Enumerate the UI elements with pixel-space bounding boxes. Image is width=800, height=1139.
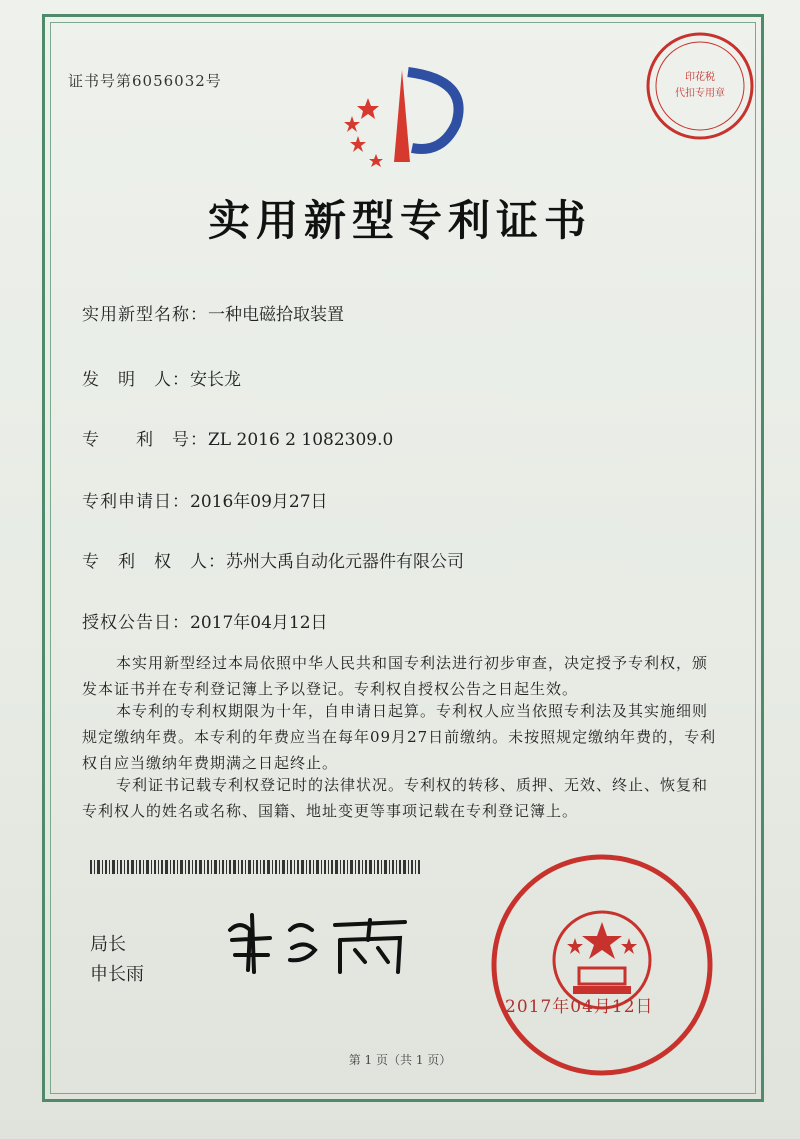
field-value: 2016年09月27日	[190, 492, 328, 512]
certificate-number: 证书号第6056032号	[68, 72, 222, 90]
signatory-title: 局长	[90, 934, 126, 955]
field-value: 一种电磁拾取装置	[208, 305, 344, 325]
field-label: 授权公告日：	[82, 613, 190, 633]
page-number: 第 1 页（共 1 页）	[348, 1053, 452, 1067]
field-patent-number	[82, 425, 393, 450]
field-patentee	[82, 547, 464, 572]
field-value: 安长龙	[190, 370, 241, 390]
certificate-title: 实用新型专利证书	[207, 196, 592, 245]
field-label: 专 利 权 人：	[82, 552, 226, 572]
field-application-date	[82, 487, 328, 512]
field-value: ZL 2016 2 1082309.0	[208, 430, 394, 450]
svg-text:代扣专用章: 代扣专用章	[675, 88, 725, 99]
tax-stamp-icon	[640, 26, 760, 146]
field-label: 发 明 人：	[82, 370, 190, 390]
cnipa-seal-icon	[487, 850, 717, 1080]
field-value: 2017年04月12日	[190, 613, 328, 633]
paragraph-legal-status: 专利证书记载专利权登记时的法律状况。专利权的转移、质押、无效、终止、恢复和专利权人的姓名或名称、国籍、地址变更等事项记载在专利登记簿上。	[82, 776, 709, 820]
field-label: 专 利 号：	[82, 430, 208, 450]
barcode-icon	[90, 860, 420, 874]
signatory-name: 申长雨	[90, 964, 144, 985]
signature-icon	[220, 900, 420, 980]
paragraph-term: 本专利的专利权期限为十年，自申请日起算。专利权人应当依照专利法及其实施细则规定缴纳年费。本专利的年费应当在每年09月27日前缴纳。未按照规定缴纳年费的，专利权自应当缴纳年费期满之日起终止。	[82, 702, 717, 772]
field-utility-model-name	[82, 300, 344, 325]
field-label: 专利申请日：	[82, 492, 190, 512]
field-grant-date	[82, 608, 328, 633]
paragraph-grant: 本实用新型经过本局依照中华人民共和国专利法进行初步审查，决定授予专利权，颁发本证书并在专利登记簿上予以登记。专利权自授权公告之日起生效。	[82, 654, 709, 698]
seal-date: 2017年04月12日	[505, 997, 654, 1017]
field-inventor	[82, 365, 241, 390]
cnipa-logo-icon	[330, 62, 480, 172]
field-value: 苏州大禹自动化元器件有限公司	[226, 552, 464, 572]
svg-text:印花税: 印花税	[685, 72, 715, 83]
field-label: 实用新型名称：	[82, 305, 208, 325]
